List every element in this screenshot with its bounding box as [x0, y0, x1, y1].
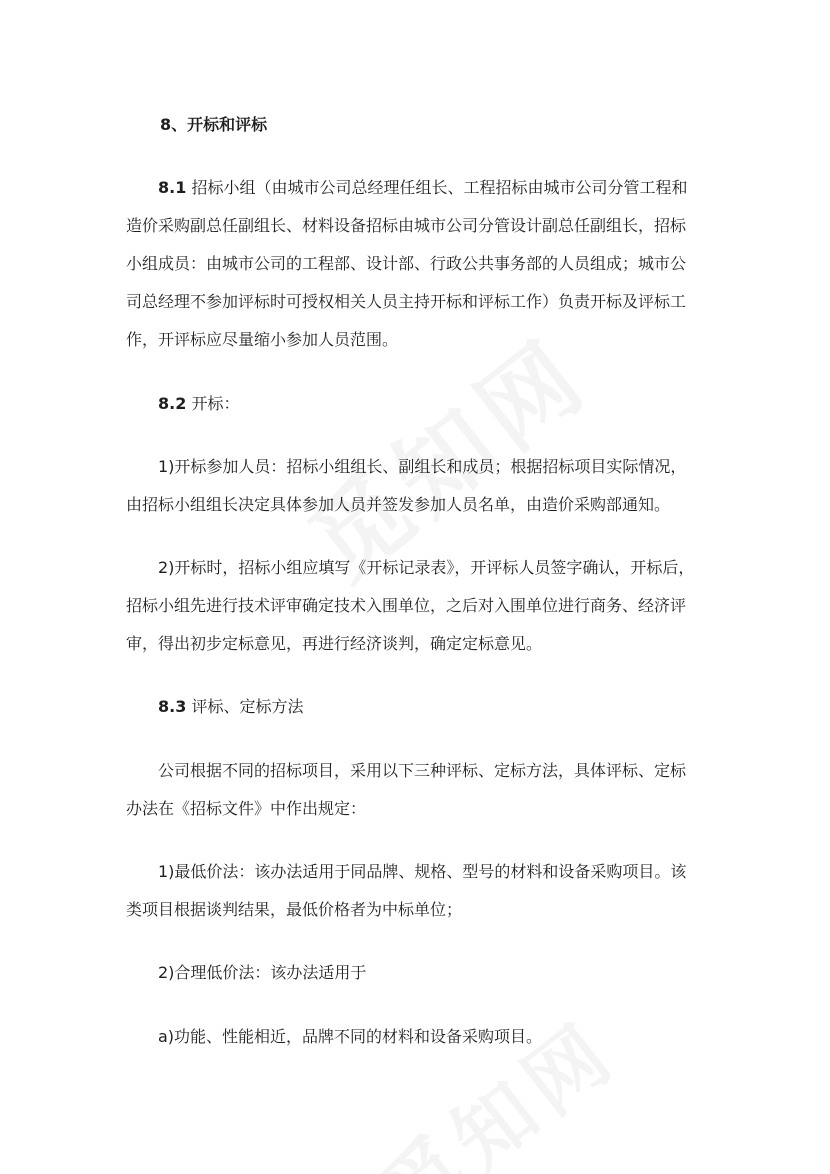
paragraph-line: 由招标小组组长决定具体参加人员并签发参加人员名单，由造价采购部通知。 [126, 495, 671, 514]
paragraph-line: 造价采购副总任副组长、材料设备招标由城市公司分管设计副总任副组长，招标 [126, 216, 687, 235]
paragraph-line: 审，得出初步定标意见，再进行经济谈判，确定定标意见。 [126, 634, 543, 653]
paragraph-line: 2)开标时，招标小组应填写《开标记录表》，开评标人员签字确认，开标后， [158, 558, 695, 577]
paragraph-line: 1)最低价法：该办法适用于同品牌、规格、型号的材料和设备采购项目。该 [158, 862, 687, 881]
paragraph-line: 作，开评标应尽量缩小参加人员范围。 [126, 330, 399, 349]
paragraph-line: 小组成员：由城市公司的工程部、设计部、行政公共事务部的人员组成；城市公 [126, 254, 687, 273]
paragraph-line: 司总经理不参加评标时可授权相关人员主持开标和评标工作）负责开标及评标工 [126, 292, 687, 311]
paragraph-line [158, 394, 239, 414]
clause-number: 8.1 [158, 178, 187, 197]
clause-title: 开标： [191, 394, 240, 413]
section-heading [160, 115, 267, 135]
paragraph-line: 办法在《招标文件》中作出规定： [126, 799, 367, 818]
paragraph-text: 招标小组（由城市公司总经理任组长、工程招标由城市公司分管工程和 [191, 178, 688, 197]
paragraph-line: 2)合理低价法：该办法适用于 [158, 963, 367, 982]
paragraph-line: 招标小组先进行技术评审确定技术入围单位，之后对入围单位进行商务、经济评 [126, 596, 687, 615]
paragraph-line [158, 697, 303, 717]
paragraph-line: a)功能、性能相近，品牌不同的材料和设备采购项目。 [158, 1027, 543, 1046]
paragraph-line: 类项目根据谈判结果，最低价格者为中标单位； [126, 900, 463, 919]
watermark [353, 989, 637, 1174]
paragraph-line: 1)开标参加人员：招标小组组长、副组长和成员；根据招标项目实际情况， [158, 457, 687, 476]
paragraph-line: 公司根据不同的招标项目，采用以下三种评标、定标方法，具体评标、定标 [158, 761, 687, 780]
paragraph-line [158, 178, 687, 198]
clause-number: 8.3 [158, 697, 187, 716]
clause-title: 评标、定标方法 [191, 697, 304, 716]
section-heading-text: 8、开标和评标 [160, 115, 268, 134]
clause-number: 8.2 [158, 394, 187, 413]
